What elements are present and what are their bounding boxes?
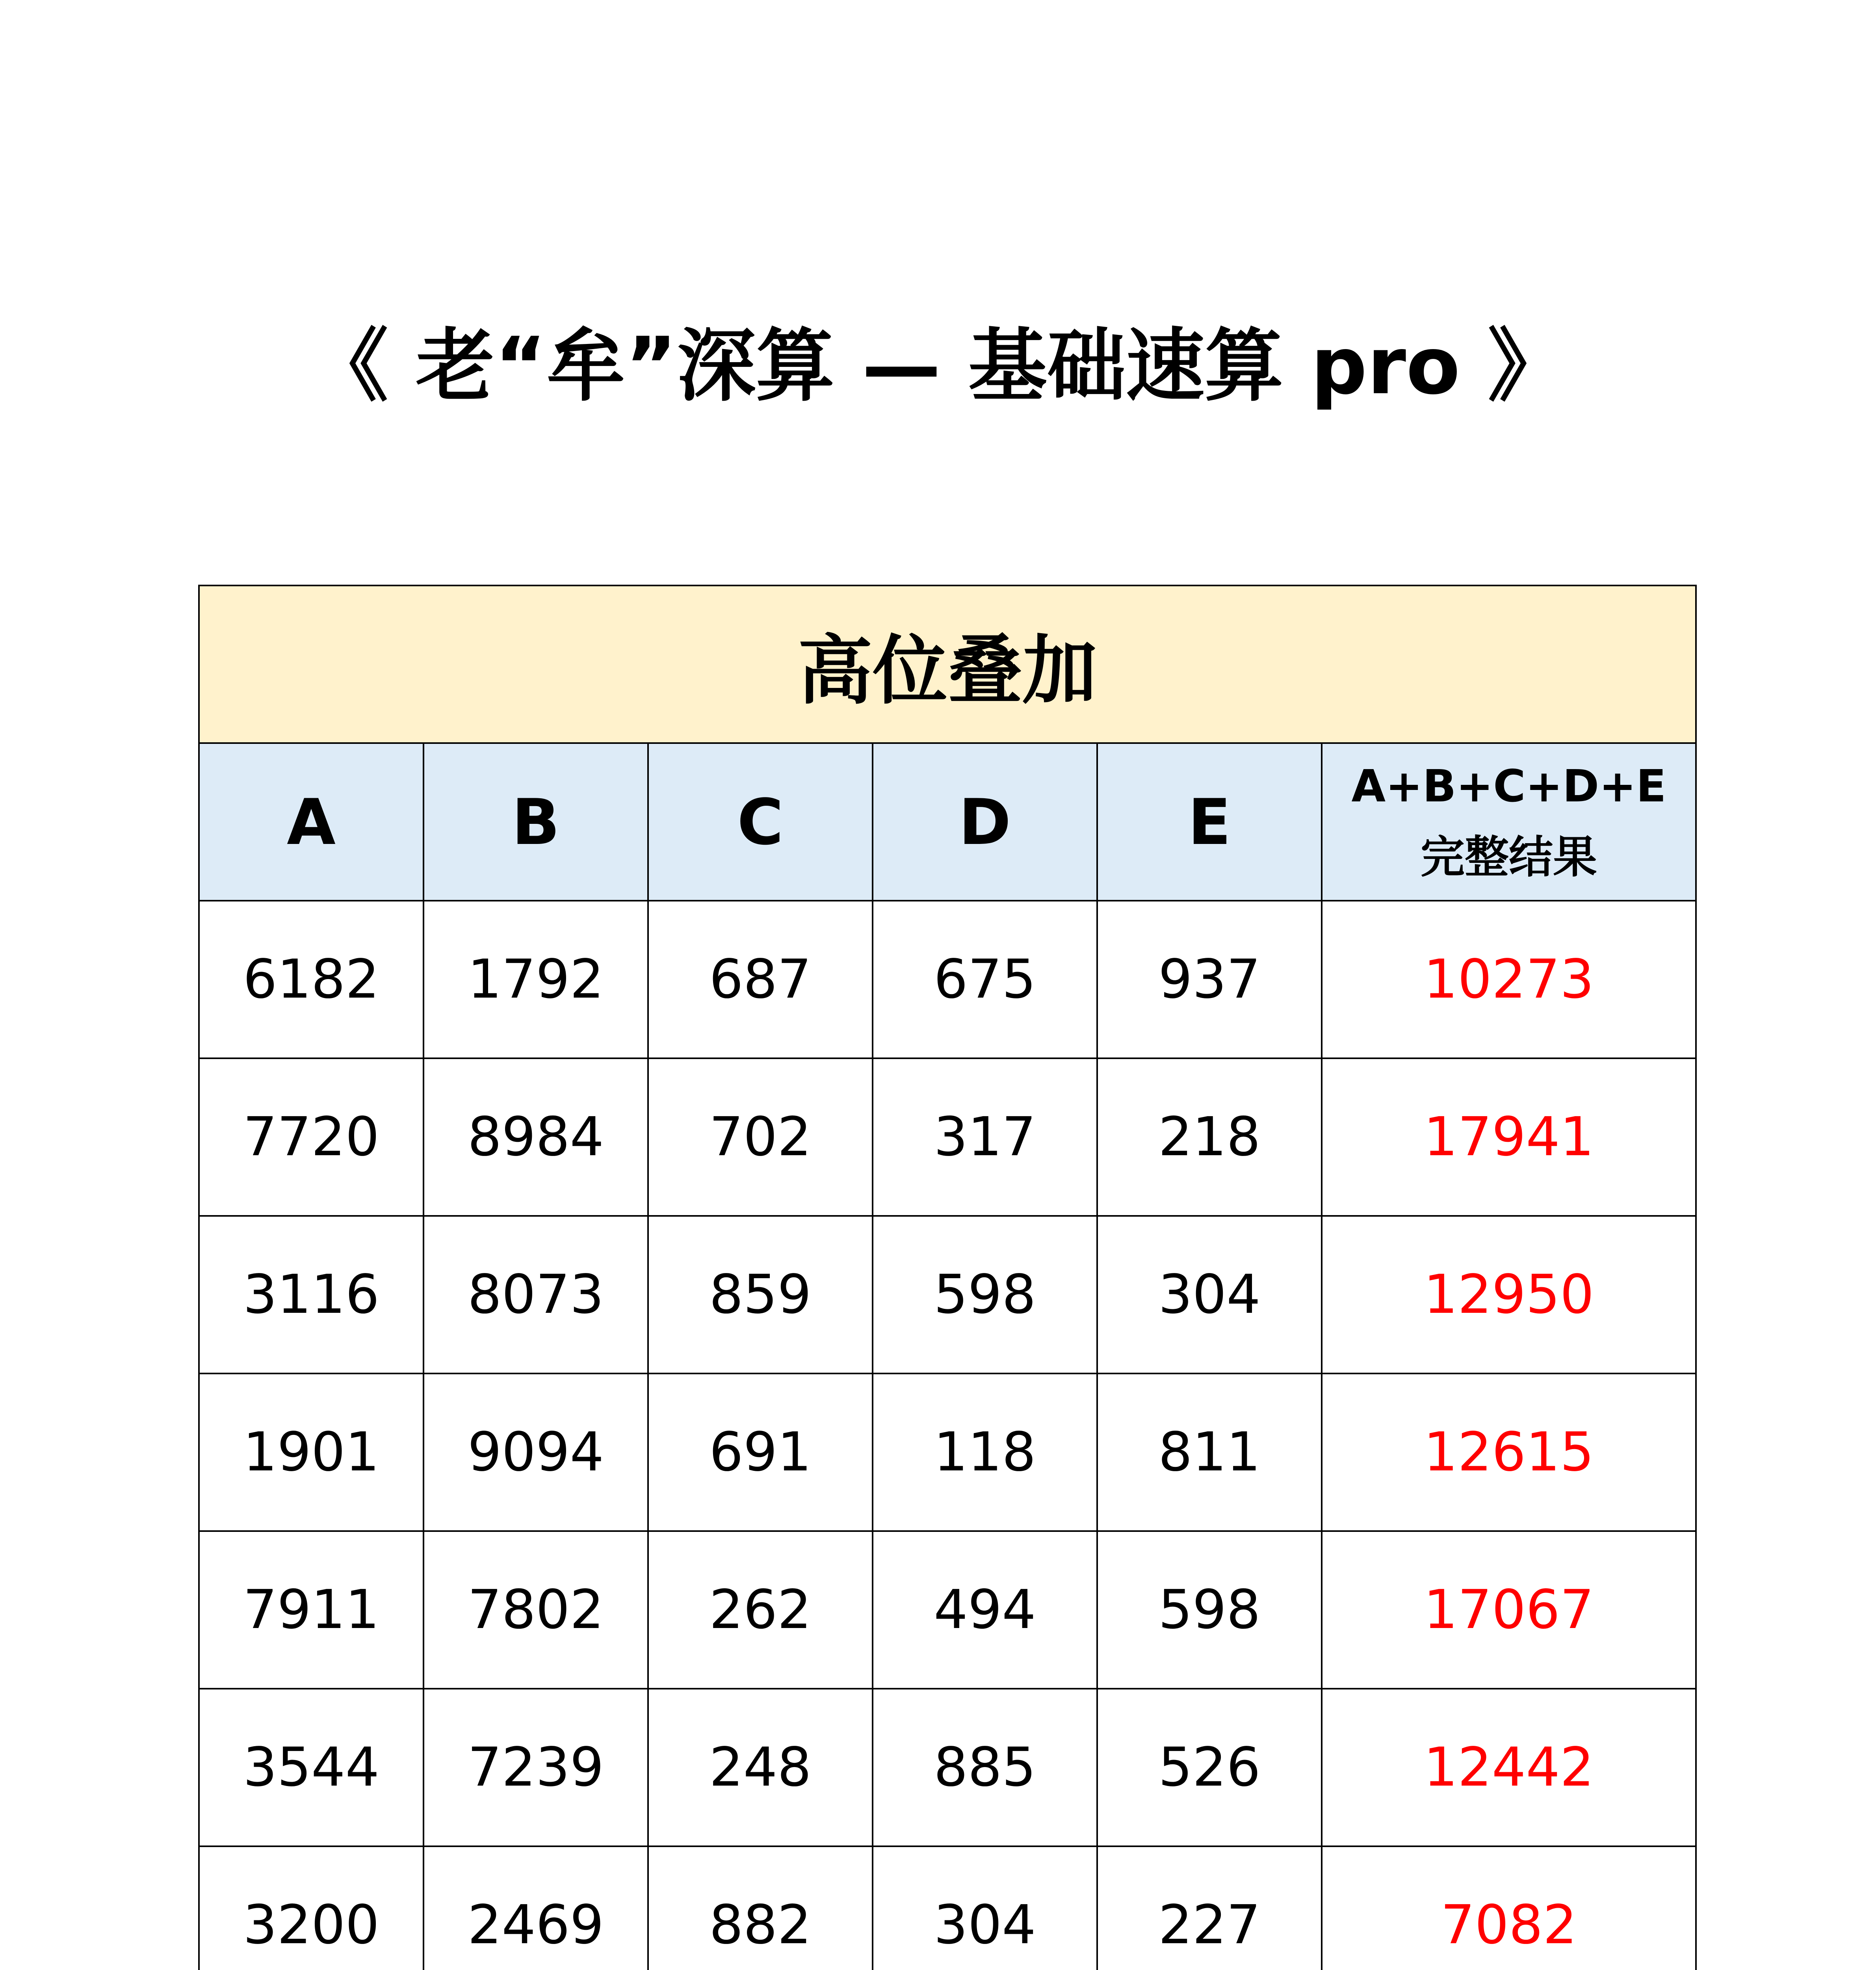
result-header-formula: A+B+C+D+E	[1351, 761, 1666, 812]
result-cell: 7082	[1322, 1846, 1696, 1970]
cell-e: 227	[1097, 1846, 1322, 1970]
result-cell: 17941	[1322, 1058, 1696, 1216]
page-title: 《 老“牟”深算 — 基础速算 pro 》	[309, 320, 1567, 412]
cell-c: 262	[648, 1531, 873, 1689]
cell-e: 811	[1097, 1373, 1322, 1531]
table-row	[199, 1373, 1696, 1531]
cell-e: 526	[1097, 1689, 1322, 1846]
cell-a: 6182	[199, 901, 423, 1058]
addition-table	[198, 585, 1697, 1970]
cell-d: 675	[873, 901, 1097, 1058]
table-banner: 高位叠加	[199, 585, 1696, 743]
column-header-d: D	[873, 743, 1097, 901]
cell-a: 3544	[199, 1689, 423, 1846]
table-row	[199, 1058, 1696, 1216]
cell-d: 598	[873, 1216, 1097, 1373]
result-cell: 12442	[1322, 1689, 1696, 1846]
data-rows	[199, 901, 1696, 1970]
table-row	[199, 901, 1696, 1058]
column-header-b: B	[423, 743, 648, 901]
table-row	[199, 1846, 1696, 1970]
cell-b: 7802	[423, 1531, 648, 1689]
table-row	[199, 1689, 1696, 1846]
cell-a: 3200	[199, 1846, 423, 1970]
result-cell: 17067	[1322, 1531, 1696, 1689]
column-header-e: E	[1097, 743, 1322, 901]
cell-e: 304	[1097, 1216, 1322, 1373]
cell-b: 2469	[423, 1846, 648, 1970]
banner-row	[199, 585, 1696, 743]
cell-b: 9094	[423, 1373, 648, 1531]
result-cell: 12615	[1322, 1373, 1696, 1531]
cell-b: 8984	[423, 1058, 648, 1216]
cell-c: 702	[648, 1058, 873, 1216]
cell-d: 317	[873, 1058, 1097, 1216]
column-header-result	[1322, 743, 1696, 901]
cell-d: 304	[873, 1846, 1097, 1970]
column-header-a: A	[199, 743, 423, 901]
cell-a: 3116	[199, 1216, 423, 1373]
result-header-label: 完整结果	[1421, 832, 1597, 883]
cell-e: 218	[1097, 1058, 1322, 1216]
cell-b: 7239	[423, 1689, 648, 1846]
cell-a: 1901	[199, 1373, 423, 1531]
cell-e: 937	[1097, 901, 1322, 1058]
cell-c: 859	[648, 1216, 873, 1373]
cell-c: 691	[648, 1373, 873, 1531]
table-row	[199, 1216, 1696, 1373]
cell-d: 885	[873, 1689, 1097, 1846]
cell-d: 494	[873, 1531, 1097, 1689]
cell-a: 7720	[199, 1058, 423, 1216]
table-row	[199, 1531, 1696, 1689]
header-row	[199, 743, 1696, 901]
cell-c: 687	[648, 901, 873, 1058]
result-cell: 10273	[1322, 901, 1696, 1058]
cell-a: 7911	[199, 1531, 423, 1689]
cell-c: 882	[648, 1846, 873, 1970]
cell-b: 1792	[423, 901, 648, 1058]
cell-c: 248	[648, 1689, 873, 1846]
result-cell: 12950	[1322, 1216, 1696, 1373]
cell-d: 118	[873, 1373, 1097, 1531]
cell-b: 8073	[423, 1216, 648, 1373]
cell-e: 598	[1097, 1531, 1322, 1689]
column-header-c: C	[648, 743, 873, 901]
